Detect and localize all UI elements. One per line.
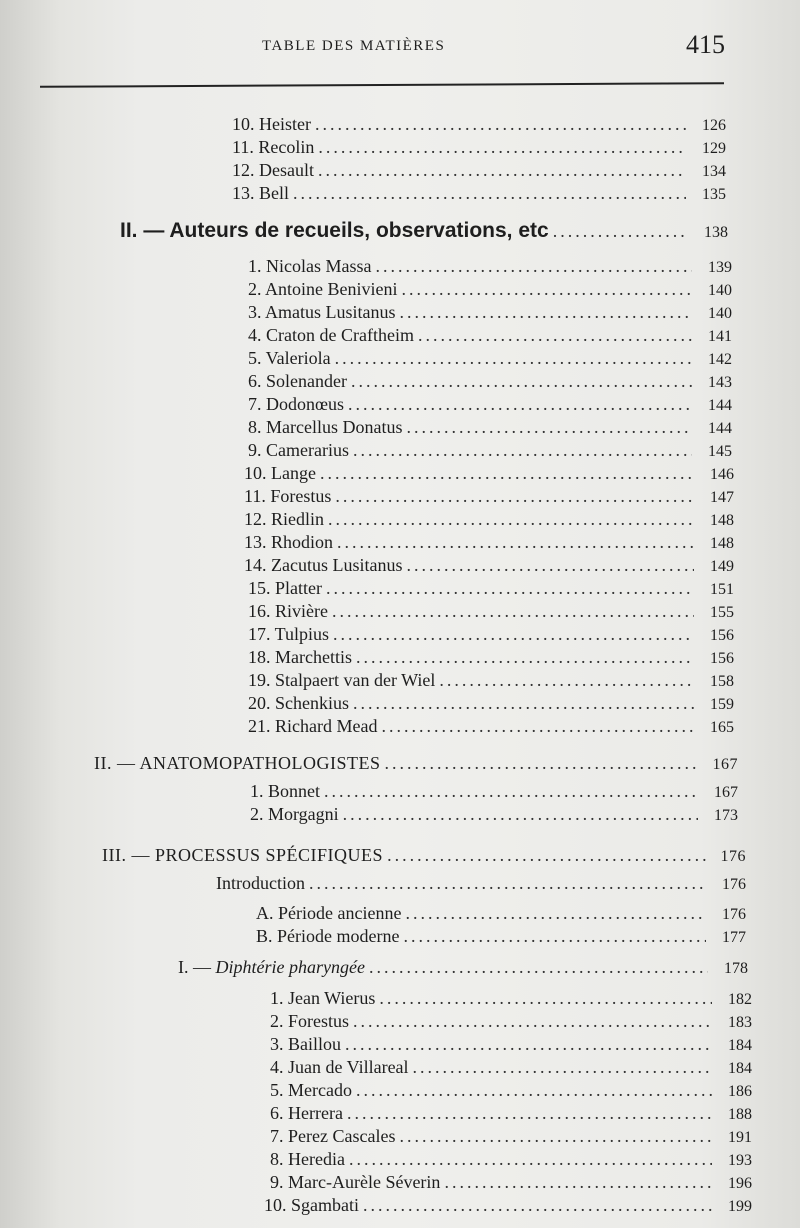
page-number: 415 — [686, 30, 725, 59]
toc-entry-page: 182 — [728, 991, 752, 1008]
toc-entry-page: 148 — [710, 535, 734, 552]
toc-entry — [248, 714, 734, 738]
leader-dots — [375, 254, 692, 278]
leader-dots — [406, 553, 694, 577]
leader-dots — [356, 1078, 712, 1102]
toc-entry-page: 176 — [720, 848, 746, 865]
toc-entry-page: 139 — [708, 259, 732, 276]
toc-entry-page: 176 — [722, 876, 746, 893]
leader-dots — [343, 802, 698, 826]
toc-entry — [248, 622, 734, 646]
toc-entry-page: 140 — [708, 282, 732, 299]
toc-entry — [216, 871, 746, 895]
toc-entry-label: 8. Marcellus Donatus — [248, 417, 403, 437]
toc-entry-label: 8. Heredia — [270, 1149, 345, 1169]
leader-dots — [400, 300, 693, 324]
toc-entry-page: 196 — [728, 1175, 752, 1192]
leader-dots — [418, 323, 692, 347]
leader-dots — [401, 277, 692, 301]
toc-entry-page: 144 — [708, 397, 732, 414]
toc-entry-label: 9. Camerarius — [248, 440, 349, 460]
toc-entry — [248, 599, 734, 623]
toc-entry — [248, 254, 732, 278]
toc-entry-label: 6. Solenander — [248, 371, 347, 391]
toc-entry-label: 2. Antoine Benivieni — [248, 279, 398, 299]
leader-dots — [387, 843, 706, 867]
toc-entry-label: 10. Heister — [232, 114, 311, 134]
toc-section-heading — [94, 751, 738, 775]
toc-entry-italic-title: Diphtérie pharyngée — [215, 957, 365, 977]
toc-entry — [256, 901, 746, 925]
leader-dots — [553, 219, 688, 243]
toc-entry-page: 191 — [728, 1129, 752, 1146]
toc-entry — [248, 691, 734, 715]
toc-entry-label: 5. Mercado — [270, 1080, 352, 1100]
leader-dots — [385, 751, 698, 775]
leader-dots — [333, 622, 694, 646]
toc-entry-page: 188 — [728, 1106, 752, 1123]
toc-entry — [270, 1101, 752, 1125]
toc-entry — [248, 576, 734, 600]
toc-entry-page: 199 — [728, 1198, 752, 1215]
toc-entry — [270, 1170, 752, 1194]
toc-entry-label: 1. Bonnet — [250, 781, 320, 801]
leader-dots — [356, 645, 694, 669]
toc-entry-label: 11. Forestus — [244, 486, 332, 506]
toc-entry-page: 178 — [724, 960, 748, 977]
leader-dots — [439, 668, 694, 692]
toc-entry — [248, 323, 732, 347]
toc-entry-page: 144 — [708, 420, 732, 437]
toc-entry-page: 183 — [728, 1014, 752, 1031]
toc-entry-page: 140 — [708, 305, 732, 322]
leader-dots — [379, 986, 712, 1010]
toc-entry-page: 151 — [710, 581, 734, 598]
toc-entry — [248, 277, 732, 301]
toc-entry — [250, 779, 738, 803]
toc-entry — [270, 1124, 752, 1148]
toc-entry-label: 14. Zacutus Lusitanus — [244, 555, 403, 575]
leader-dots — [348, 392, 692, 416]
toc-entry-page: 193 — [728, 1152, 752, 1169]
toc-entry-page: 167 — [712, 756, 738, 773]
toc-entry — [270, 1078, 752, 1102]
toc-entry — [250, 802, 738, 826]
toc-entry-label: 20. Schenkius — [248, 693, 349, 713]
toc-entry — [244, 507, 734, 531]
toc-entry-page: 158 — [710, 673, 734, 690]
leader-dots — [351, 369, 692, 393]
toc-entry — [232, 135, 726, 159]
leader-dots — [309, 871, 706, 895]
toc-entry-page: 184 — [728, 1060, 752, 1077]
toc-entry — [264, 1193, 752, 1217]
toc-entry — [244, 484, 734, 508]
toc-entry-page: 142 — [708, 351, 732, 368]
toc-entry — [232, 181, 726, 205]
toc-entry-label: A. Période ancienne — [256, 903, 402, 923]
toc-entry-label: II. — Auteurs de recueils, observations, etc — [120, 219, 549, 242]
toc-entry-label: 19. Stalpaert van der Wiel — [248, 670, 436, 690]
toc-entry-label: 2. Morgagni — [250, 804, 339, 824]
toc-entry-label: 7. Dodonœus — [248, 394, 345, 414]
toc-entry-label: 10. Sgambati — [264, 1195, 359, 1215]
toc-entry-label: 4. Juan de Villareal — [270, 1057, 409, 1077]
leader-dots — [335, 346, 692, 370]
toc-entry-label: 12. Riedlin — [244, 509, 324, 529]
toc-entry-page: 147 — [710, 489, 734, 506]
leader-dots — [345, 1032, 712, 1056]
running-header-title: TABLE DES MATIÈRES — [262, 38, 446, 54]
leader-dots — [335, 484, 694, 508]
leader-dots — [369, 955, 708, 979]
toc-section-heading — [102, 843, 746, 867]
toc-entry-label: Introduction — [216, 873, 305, 893]
toc-entry — [244, 553, 734, 577]
toc-entry — [248, 300, 732, 324]
leader-dots — [318, 158, 686, 182]
toc-entry-page: 146 — [710, 466, 734, 483]
leader-dots — [353, 691, 694, 715]
toc-entry-page: 141 — [708, 328, 732, 345]
toc-entry-label: 3. Baillou — [270, 1034, 341, 1054]
toc-entry-page: 155 — [710, 604, 734, 621]
toc-entry-page: 173 — [714, 807, 738, 824]
toc-entry-page: 138 — [704, 224, 728, 241]
leader-dots — [353, 1009, 712, 1033]
toc-entry — [248, 392, 732, 416]
toc-entry-label: 5. Valeriola — [248, 348, 331, 368]
leader-dots — [337, 530, 694, 554]
toc-entry — [256, 924, 746, 948]
leader-dots — [406, 415, 692, 439]
toc-entry — [232, 158, 726, 182]
toc-entry-page: 177 — [722, 929, 746, 946]
toc-entry-page: 129 — [702, 140, 726, 157]
toc-entry-label: 13. Bell — [232, 183, 289, 203]
toc-entry-label — [178, 955, 365, 979]
toc-entry-label: 2. Forestus — [270, 1011, 350, 1031]
toc-entry-page: 156 — [710, 627, 734, 644]
toc-entry-label: 4. Craton de Craftheim — [248, 325, 414, 345]
toc-entry-label: 3. Amatus Lusitanus — [248, 302, 396, 322]
toc-entry-label: 1. Jean Wierus — [270, 988, 376, 1008]
toc-entry-page: 186 — [728, 1083, 752, 1100]
toc-entry-page: 159 — [710, 696, 734, 713]
toc-entry — [270, 1055, 752, 1079]
leader-dots — [326, 576, 694, 600]
toc-entry — [232, 112, 726, 136]
toc-entry-label: 21. Richard Mead — [248, 716, 378, 736]
toc-entry-page: 126 — [702, 117, 726, 134]
leader-dots — [353, 438, 692, 462]
toc-entry-page: 143 — [708, 374, 732, 391]
toc-entry-label: 7. Perez Cascales — [270, 1126, 396, 1146]
toc-entry — [248, 438, 732, 462]
leader-dots — [347, 1101, 712, 1125]
toc-entry-label: III. — PROCESSUS SPÉCIFIQUES — [102, 845, 384, 865]
toc-entry — [248, 369, 732, 393]
toc-entry-label: 16. Rivière — [248, 601, 328, 621]
leader-dots — [328, 507, 694, 531]
toc-entry-label: 15. Platter — [248, 578, 322, 598]
leader-dots — [405, 901, 706, 925]
leader-dots — [444, 1170, 712, 1194]
toc-entry-page: 165 — [710, 719, 734, 736]
toc-entry — [244, 530, 734, 554]
toc-entry-label: 6. Herrera — [270, 1103, 343, 1123]
toc-entry-page: 145 — [708, 443, 732, 460]
toc-entry-label: 9. Marc-Aurèle Séverin — [270, 1172, 441, 1192]
leader-dots — [381, 714, 694, 738]
toc-entry — [248, 415, 732, 439]
toc-entry — [270, 1009, 752, 1033]
toc-entry — [270, 1147, 752, 1171]
toc-entry-page: 176 — [722, 906, 746, 923]
toc-entry-page: 149 — [710, 558, 734, 575]
toc-entry-label: 18. Marchettis — [248, 647, 352, 667]
toc-entry-label: 13. Rhodion — [244, 532, 334, 552]
leader-dots — [320, 461, 694, 485]
toc-entry-label: 10. Lange — [244, 463, 316, 483]
toc-subsection-heading — [178, 955, 748, 979]
leader-dots — [403, 924, 706, 948]
toc-entry-page: 167 — [714, 784, 738, 801]
toc-entry-page: 184 — [728, 1037, 752, 1054]
leader-dots — [349, 1147, 712, 1171]
toc-entry — [270, 1032, 752, 1056]
toc-entry-label: 12. Desault — [232, 160, 314, 180]
leader-dots — [413, 1055, 712, 1079]
toc-entry — [248, 645, 734, 669]
leader-dots — [332, 599, 694, 623]
toc-entry-label: II. — ANATOMOPATHOLOGISTES — [94, 753, 381, 773]
leader-dots — [363, 1193, 712, 1217]
toc-entry-page: 134 — [702, 163, 726, 180]
toc-entry-page: 148 — [710, 512, 734, 529]
toc-entry-label: 17. Tulpius — [248, 624, 330, 644]
toc-entry-label: 1. Nicolas Massa — [248, 256, 372, 276]
toc-entry — [248, 668, 734, 692]
leader-dots — [315, 112, 686, 136]
leader-dots — [318, 135, 686, 159]
toc-section-heading — [120, 219, 728, 243]
toc-entry-page: 135 — [702, 186, 726, 203]
leader-dots — [293, 181, 686, 205]
toc-entry-prefix: I. — — [178, 957, 216, 977]
leader-dots — [399, 1124, 712, 1148]
leader-dots — [324, 779, 698, 803]
toc-entry-label: B. Période moderne — [256, 926, 400, 946]
toc-entry-page: 156 — [710, 650, 734, 667]
toc-entry — [270, 986, 752, 1010]
toc-entry — [248, 346, 732, 370]
toc-entry — [244, 461, 734, 485]
toc-entry-label: 11. Recolin — [232, 137, 315, 157]
